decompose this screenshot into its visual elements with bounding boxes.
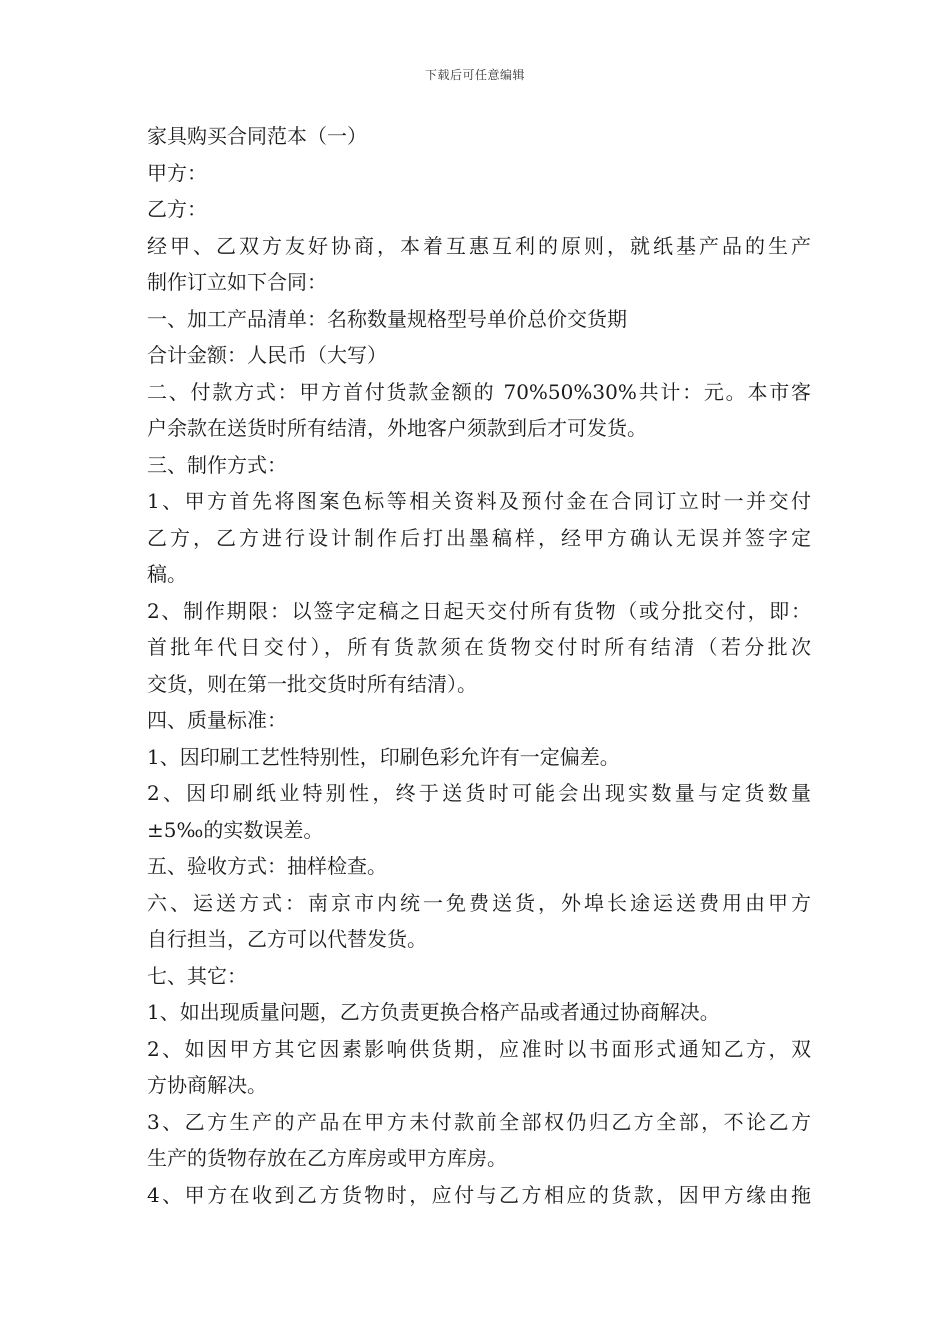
contract-line: 七、其它： [147, 963, 247, 988]
contract-line: 生产的货物存放在乙方库房或甲方库房。 [147, 1146, 507, 1170]
contract-line: 经甲、乙双方友好协商，本着互惠互利的原则，就纸基产品的生产 [147, 233, 811, 258]
contract-line: 自行担当，乙方可以代替发货。 [147, 927, 427, 951]
contract-line: ±5‰的实数误差。 [147, 817, 324, 842]
contract-line: 稿。 [147, 562, 187, 586]
contract-line: 2、因印刷纸业特别性，终于送货时可能会出现实数量与定货数量 [147, 781, 811, 805]
contract-line: 4、甲方在收到乙方货物时，应付与乙方相应的货款，因甲方缘由拖 [147, 1182, 811, 1207]
page-header-note: 下载后可任意编辑 [424, 68, 525, 82]
contract-line: 2、制作期限：以签字定稿之日起天交付所有货物（或分批交付，即： [147, 598, 811, 623]
contract-line: 交货，则在第一批交货时所有结清）。 [147, 671, 477, 696]
contract-line: 三、制作方式： [147, 452, 287, 477]
contract-line: 户余款在送货时所有结清，外地客户须款到后才可发货。 [147, 416, 647, 440]
contract-line: 六、运送方式：南京市内统一免费送货，外埠长途运送费用由甲方 [147, 890, 811, 915]
contract-line: 首批年代日交付），所有货款须在货物交付时所有结清（若分批次 [147, 635, 811, 659]
contract-line: 2、如因甲方其它因素影响供货期，应准时以书面形式通知乙方，双 [147, 1036, 811, 1061]
contract-line: 1、甲方首先将图案色标等相关资料及预付金在合同订立时一并交付 [147, 489, 811, 513]
contract-line: 方协商解决。 [147, 1073, 267, 1097]
contract-line: 四、质量标准： [147, 708, 287, 732]
contract-line: 一、加工产品清单：名称数量规格型号单价总价交货期 [147, 306, 627, 331]
contract-line: 家具购买合同范本（一） [147, 124, 367, 148]
contract-line: 制作订立如下合同： [147, 270, 327, 294]
contract-line: 乙方，乙方进行设计制作后打出墨稿样，经甲方确认无误并签字定 [147, 525, 811, 550]
contract-body [147, 118, 811, 1213]
contract-line: 1、因印刷工艺性特别性，印刷色彩允许有一定偏差。 [147, 744, 620, 769]
contract-line: 3、乙方生产的产品在甲方未付款前全部权仍归乙方全部，不论乙方 [147, 1109, 811, 1134]
contract-line: 1、如出现质量问题，乙方负责更换合格产品或者通过协商解决。 [147, 1000, 720, 1024]
contract-line: 五、验收方式：抽样检查。 [147, 854, 387, 878]
contract-line: 乙方： [147, 197, 207, 221]
contract-line: 二、付款方式：甲方首付货款金额的 70%50%30%共计：元。本市客 [147, 379, 811, 404]
contract-line: 甲方： [147, 160, 207, 185]
contract-line: 合计金额：人民币（大写） [147, 343, 387, 367]
